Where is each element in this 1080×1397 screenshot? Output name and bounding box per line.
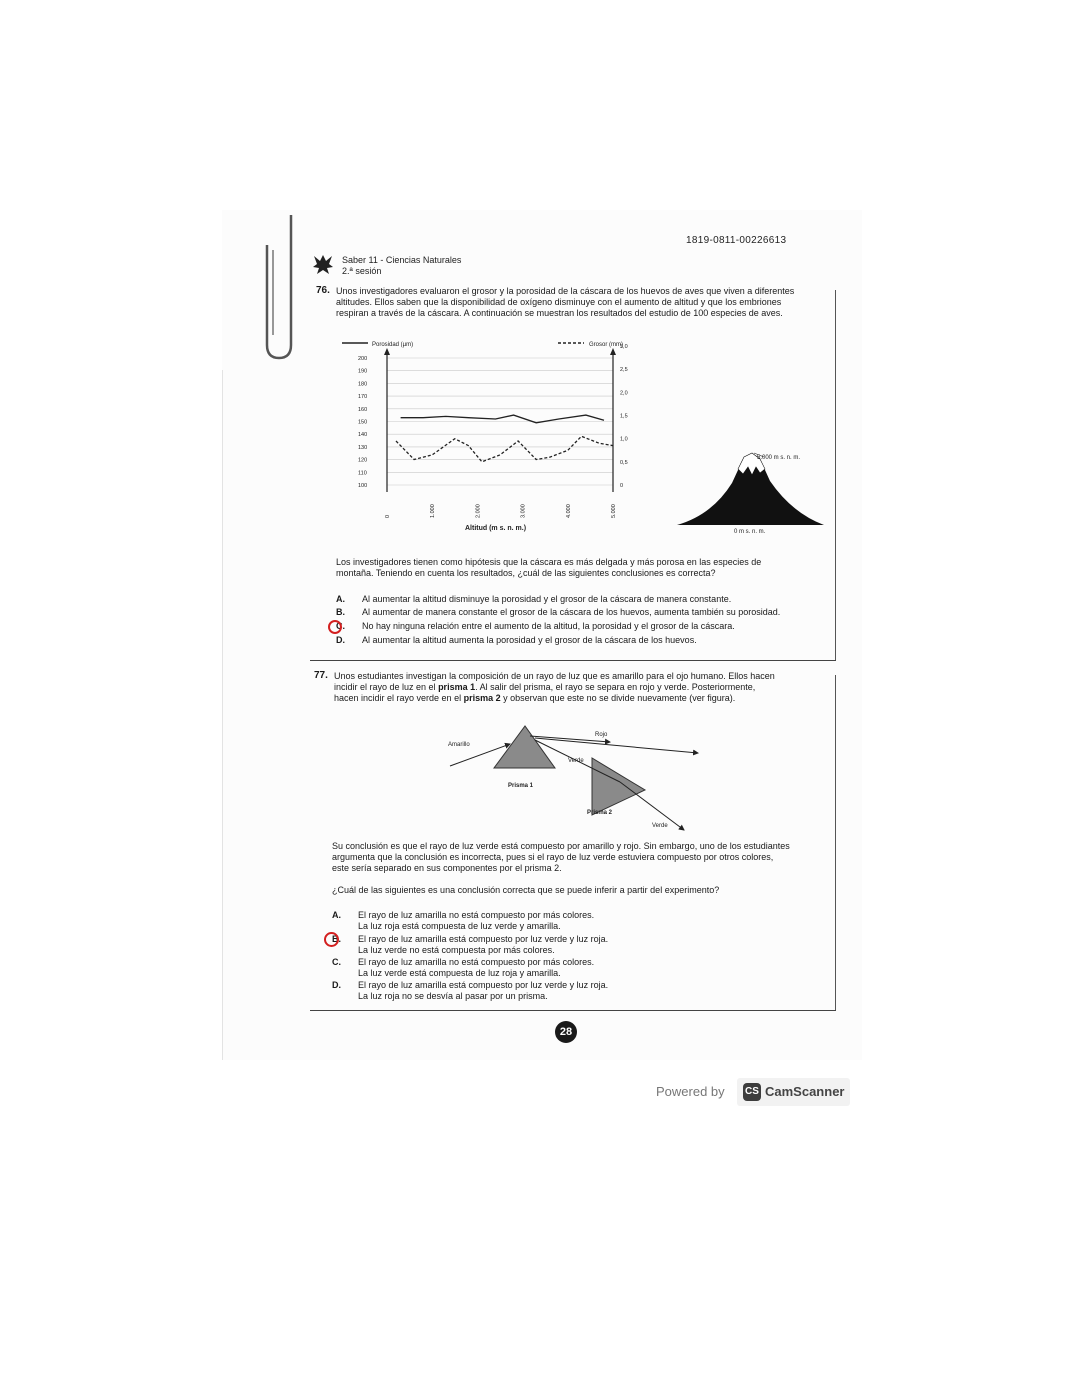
x-tick-label: 4.000	[565, 504, 572, 518]
right-tick-label: 0,5	[620, 459, 628, 466]
option-letter: A.	[332, 910, 341, 920]
legend-porosity: Porosidad (µm)	[372, 342, 414, 348]
q76-hypothesis	[336, 557, 761, 579]
x-tick-label: 5.000	[611, 504, 617, 518]
q77-stem-line: incidir el rayo de luz en el prisma 1. Al salir del prisma, el rayo se separa en rojo y verde. Posteriormente,	[334, 682, 756, 692]
left-tick-label: 130	[358, 444, 368, 451]
q77-conclusion-line: este sería separado en sus componentes por el prisma 2.	[332, 863, 562, 873]
right-tick-label: 2,0	[620, 390, 628, 397]
q76-number: 76.	[316, 285, 330, 296]
option-text-line1: El rayo de luz amarilla está compuesto por luz verde y luz roja.	[358, 980, 609, 990]
altitude-chart	[330, 330, 640, 540]
option-letter: C.	[332, 957, 341, 967]
option-letter: D.	[332, 980, 341, 990]
x-tick-label: 0	[385, 514, 391, 518]
mountain-base-label: 0 m s. n. m.	[734, 529, 766, 535]
q77-option-b[interactable]	[332, 934, 732, 956]
red-ray-extended-line	[535, 738, 698, 753]
paper-clip-icon	[255, 210, 305, 370]
camscanner-badge[interactable]	[737, 1078, 850, 1106]
prism-figure	[440, 720, 710, 835]
q77-conclusion-line: Su conclusión es que el rayo de luz verde está compuesto por amarillo y rojo. Sin embargo, uno de los estudiantes	[332, 841, 790, 851]
q77-number: 77.	[314, 670, 328, 681]
q77-question: ¿Cuál de las siguientes es una conclusión correcta que se puede inferir a partir del experimento?	[332, 885, 720, 895]
q77-stem	[334, 671, 775, 704]
option-text-line1: El rayo de luz amarilla no está compuesto por más colores.	[358, 910, 595, 920]
option-text-line1: El rayo de luz amarilla está compuesto por luz verde y luz roja.	[358, 934, 609, 944]
q76-stem-line: respiran a través de la cáscara. A continuación se muestran los resultados del estudio de 100 especies de aves.	[336, 308, 783, 318]
label-verde-1: Verde	[568, 758, 584, 764]
option-letter: C.	[336, 621, 345, 631]
right-tick-label: 2,5	[620, 367, 628, 374]
q76-option-c[interactable]	[336, 621, 836, 633]
left-tick-label: 110	[358, 470, 367, 477]
option-letter: B.	[332, 934, 341, 944]
q77-stem-line: Unos estudiantes investigan la composición de un rayo de luz que es amarillo para el ojo humano. Ellos hacen	[334, 671, 775, 681]
label-prisma-2: Prisma 2	[587, 810, 613, 816]
scan-edge-line	[222, 370, 223, 1060]
q76-option-b[interactable]	[336, 607, 836, 619]
q77-conclusion-line: argumenta que la conclusión es incorrecta, pues si el rayo de luz verde estuviera compuesto por otros colores,	[332, 852, 774, 862]
q76-option-d[interactable]	[336, 635, 836, 647]
mountain-illustration	[672, 445, 832, 535]
mountain-top-label: 5.000 m s. n. m.	[757, 455, 801, 461]
left-tick-label: 190	[358, 368, 368, 375]
option-text: Al aumentar de manera constante el grosor de la cáscara de los huevos, aumenta también su porosidad.	[362, 607, 781, 617]
legend-thickness: Grosor (mm)	[589, 342, 623, 348]
camscanner-logo-icon: CS	[743, 1083, 761, 1101]
left-axis-arrow-icon	[384, 348, 390, 355]
right-tick-label: 1,0	[620, 436, 628, 443]
document-code: 1819-0811-00226613	[686, 235, 787, 246]
answer-marker-circle-q77	[324, 932, 339, 947]
chart-series	[396, 415, 613, 462]
option-letter: B.	[336, 607, 345, 617]
option-text-line1: El rayo de luz amarilla no está compuesto por más colores.	[358, 957, 595, 967]
session-label: 2.ª sesión	[342, 266, 382, 276]
option-text-line2: La luz verde está compuesta de luz roja y amarilla.	[358, 968, 561, 978]
left-tick-label: 150	[358, 419, 368, 426]
q76-stem-line: altitudes. Ellos saben que la disponibilidad de oxígeno disminuye con el aumento de altitud y que los embriones	[336, 297, 782, 307]
option-letter: D.	[336, 635, 345, 645]
option-letter: A.	[336, 594, 345, 604]
right-axis-ticks	[620, 344, 628, 489]
q76-stem-line: Unos investigadores evaluaron el grosor y la porosidad de la cáscara de los huevos de aves que viven a diferentes	[336, 286, 795, 296]
powered-by-label: Powered by	[656, 1084, 725, 1099]
q77-right-border	[835, 675, 836, 1010]
left-tick-label: 180	[358, 381, 368, 388]
x-tick-label: 2.000	[475, 504, 482, 518]
option-text: Al aumentar la altitud aumenta la porosidad y el grosor de la cáscara de los huevos.	[362, 635, 697, 645]
q76-hypothesis-line: Los investigadores tienen como hipótesis que la cáscara es más delgada y más porosa en las especies de	[336, 557, 762, 567]
prism-2-shape	[592, 758, 645, 815]
q76-option-a[interactable]	[336, 594, 836, 606]
label-amarillo: Amarillo	[448, 742, 470, 748]
page-number: 28	[555, 1021, 577, 1043]
x-axis-ticks	[385, 504, 617, 518]
option-text: Al aumentar la altitud disminuye la porosidad y el grosor de la cáscara de manera constante.	[362, 594, 732, 604]
thickness-line	[396, 436, 613, 462]
q77-option-d[interactable]	[332, 980, 732, 1002]
camscanner-brand: CamScanner	[765, 1084, 845, 1099]
left-tick-label: 120	[358, 457, 368, 464]
right-axis-arrow-icon	[610, 348, 616, 355]
left-tick-label: 100	[358, 483, 368, 489]
x-tick-label: 1.000	[430, 504, 437, 518]
logo-icon	[312, 253, 334, 275]
label-prisma-1: Prisma 1	[508, 783, 534, 789]
label-rojo: Rojo	[595, 732, 608, 738]
option-text-line2: La luz verde no está compuesta por más colores.	[358, 945, 555, 955]
q76-stem	[336, 286, 794, 319]
answer-marker-circle-q76	[328, 620, 342, 634]
right-tick-label: 1,5	[620, 413, 628, 420]
divider	[310, 660, 836, 661]
x-axis-label: Altitud (m s. n. m.)	[465, 525, 527, 532]
q77-option-c[interactable]	[332, 957, 732, 979]
left-tick-label: 160	[358, 406, 368, 413]
right-tick-label: 0	[620, 483, 624, 489]
q77-stem-line: hacen incidir el rayo verde en el prisma 2 y observan que este no se divide nuevamente (ver figura).	[334, 693, 736, 703]
option-text-line2: La luz roja está compuesta de luz verde y amarilla.	[358, 921, 561, 931]
option-text-line2: La luz roja no se desvía al pasar por un prisma.	[358, 991, 548, 1001]
option-text: No hay ninguna relación entre el aumento de la altitud, la porosidad y el grosor de la cáscara.	[362, 621, 735, 631]
exam-title: Saber 11 - Ciencias Naturales	[342, 255, 462, 265]
right-tick-label: 3,0	[620, 344, 628, 350]
q77-option-a[interactable]	[332, 910, 732, 932]
left-tick-label: 200	[358, 356, 368, 362]
left-axis-ticks	[358, 356, 367, 489]
left-tick-label: 140	[358, 432, 368, 439]
label-verde-2: Verde	[652, 823, 668, 829]
left-tick-label: 170	[358, 394, 368, 401]
q77-conclusion	[332, 841, 790, 874]
x-tick-label: 3.000	[520, 504, 527, 518]
divider	[310, 1010, 836, 1011]
q76-hypothesis-line: montaña. Teniendo en cuenta los resultados, ¿cuál de las siguientes conclusiones es correcta?	[336, 568, 716, 578]
chart-grid	[387, 358, 613, 485]
